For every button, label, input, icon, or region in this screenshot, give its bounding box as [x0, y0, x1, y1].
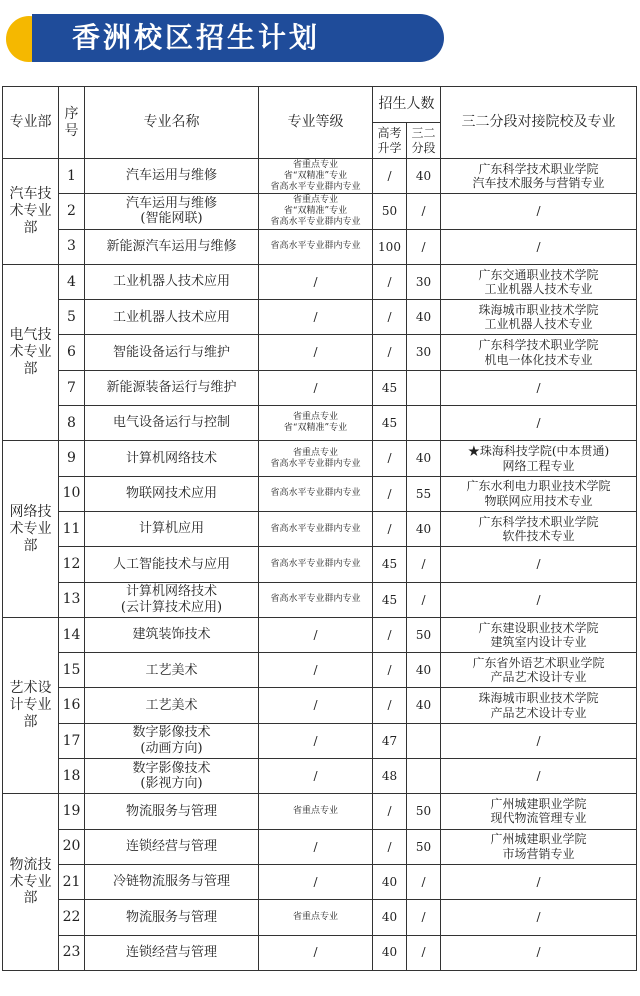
level-cell: [259, 159, 373, 194]
gaokao-cell: /: [373, 264, 407, 299]
header-bar: [0, 0, 640, 70]
dept-cell: 电气技术专业部: [3, 264, 59, 440]
sanerr-cell: 40: [407, 653, 441, 688]
sanerr-cell: [407, 759, 441, 794]
gaokao-cell: /: [373, 688, 407, 723]
sanerr-cell: 30: [407, 335, 441, 370]
cell-line: 广东科学技术职业学院: [478, 161, 599, 176]
seq-cell: 16: [59, 688, 85, 723]
gaokao-cell: /: [373, 335, 407, 370]
cell-line: 网络工程专业: [502, 458, 575, 473]
seq-cell: 5: [59, 300, 85, 335]
gaokao-cell: 100: [373, 229, 407, 264]
sanerr-cell: 50: [407, 794, 441, 829]
gaokao-cell: /: [373, 653, 407, 688]
level-cell: [259, 229, 373, 264]
table-row: [3, 759, 637, 794]
cell-line: 珠海城市职业技术学院: [478, 691, 599, 706]
cell-line: 建筑室内设计专业: [490, 635, 587, 649]
table-row: [3, 935, 637, 970]
cell-line: 物联网应用技术专业: [484, 493, 593, 508]
cell-line: 省“双精准”专业: [283, 170, 348, 181]
cell-line: /: [313, 839, 318, 854]
level-cell: [259, 547, 373, 582]
name-cell: [85, 759, 259, 794]
level-cell: [259, 194, 373, 229]
cell-line: /: [536, 945, 541, 960]
name-cell: [85, 335, 259, 370]
cell-line: (影视方向): [140, 776, 203, 792]
sanerr-cell: 40: [407, 511, 441, 546]
level-cell: [259, 829, 373, 864]
seq-cell: 14: [59, 617, 85, 652]
gaokao-cell: /: [373, 300, 407, 335]
seq-cell: 22: [59, 900, 85, 935]
table-row: [3, 159, 637, 194]
cell-line: 计算机网络技术: [125, 584, 217, 600]
cell-line: 计算机应用: [138, 521, 204, 537]
seq-cell: 6: [59, 335, 85, 370]
table-row: [3, 864, 637, 899]
seq-cell: 7: [59, 370, 85, 405]
level-cell: [259, 406, 373, 441]
cell-line: 广东水利电力职业技术学院: [466, 479, 611, 494]
cell-line: 建筑装饰技术: [132, 627, 211, 643]
partner-cell: [441, 229, 637, 264]
cell-line: /: [313, 698, 318, 713]
table-row: [3, 229, 637, 264]
cell-line: /: [536, 204, 541, 219]
seq-cell: 23: [59, 935, 85, 970]
gaokao-cell: 40: [373, 900, 407, 935]
level-cell: [259, 511, 373, 546]
cell-line: 连锁经营与管理: [125, 944, 217, 960]
sanerr-cell: 40: [407, 441, 441, 476]
name-cell: [85, 511, 259, 546]
name-cell: [85, 194, 259, 229]
seq-cell: 2: [59, 194, 85, 229]
sanerr-cell: 40: [407, 300, 441, 335]
partner-cell: [441, 582, 637, 617]
table-row: [3, 335, 637, 370]
cell-line: /: [313, 945, 318, 960]
cell-line: 软件技术专业: [502, 529, 575, 544]
seq-cell: 18: [59, 759, 85, 794]
seq-cell: 20: [59, 829, 85, 864]
sanerr-cell: [407, 406, 441, 441]
cell-line: 汽车技术服务与营销专业: [472, 176, 605, 191]
level-cell: [259, 476, 373, 511]
sanerr-cell: 30: [407, 264, 441, 299]
table-row: [3, 900, 637, 935]
name-cell: [85, 617, 259, 652]
cell-line: 省重点专业: [292, 412, 338, 423]
seq-cell: 10: [59, 476, 85, 511]
cell-line: /: [536, 239, 541, 254]
partner-cell: [441, 511, 637, 546]
level-cell: [259, 900, 373, 935]
cell-line: /: [313, 310, 318, 325]
cell-line: (云计算技术应用): [120, 599, 223, 615]
cell-line: 数字影像技术: [132, 760, 211, 776]
name-cell: [85, 723, 259, 758]
cell-line: /: [313, 274, 318, 289]
partner-cell: [441, 370, 637, 405]
sanerr-cell: [407, 370, 441, 405]
cell-line: 省高水平专业群内专业: [270, 216, 361, 227]
partner-cell: [441, 547, 637, 582]
partner-cell: [441, 900, 637, 935]
seq-cell: 19: [59, 794, 85, 829]
name-cell: [85, 900, 259, 935]
cell-line: 省高水平专业群内专业: [270, 458, 361, 469]
level-cell: [259, 688, 373, 723]
cell-line: 省高水平专业群内专业: [270, 241, 361, 252]
cell-line: 工业机器人技术应用: [112, 309, 230, 325]
level-cell: [259, 370, 373, 405]
name-cell: [85, 159, 259, 194]
header-level: 专业等级: [259, 87, 373, 159]
seq-cell: 17: [59, 723, 85, 758]
name-cell: [85, 794, 259, 829]
level-cell: [259, 935, 373, 970]
level-cell: [259, 582, 373, 617]
table-row: [3, 723, 637, 758]
cell-line: /: [313, 380, 318, 395]
seq-cell: 3: [59, 229, 85, 264]
name-cell: [85, 229, 259, 264]
cell-line: 省重点专业: [292, 911, 338, 922]
cell-line: 广东交通职业技术学院: [478, 267, 599, 282]
cell-line: 省重点专业: [292, 806, 338, 817]
sanerr-cell: [407, 723, 441, 758]
dept-cell: 物流技术专业部: [3, 794, 59, 970]
cell-line: 计算机网络技术: [125, 450, 217, 466]
seq-cell: 9: [59, 441, 85, 476]
cell-line: 工业机器人技术专业: [484, 317, 593, 332]
cell-line: /: [313, 733, 318, 748]
table-body: [3, 159, 637, 971]
partner-cell: [441, 406, 637, 441]
cell-line: 广州城建职业学院: [490, 797, 587, 812]
sanerr-cell: /: [407, 935, 441, 970]
cell-line: 连锁经营与管理: [125, 838, 217, 854]
sanerr-cell: 50: [407, 829, 441, 864]
cell-line: /: [536, 380, 541, 395]
cell-line: /: [313, 345, 318, 360]
cell-line: 物联网技术应用: [125, 486, 217, 502]
cell-line: 省高水平专业群内专业: [270, 559, 361, 570]
cell-line: (智能网联): [140, 211, 203, 227]
table-row: [3, 511, 637, 546]
cell-line: /: [536, 557, 541, 572]
cell-line: /: [313, 874, 318, 889]
name-cell: [85, 264, 259, 299]
partner-cell: [441, 829, 637, 864]
level-cell: [259, 300, 373, 335]
cell-line: 现代物流管理专业: [490, 811, 587, 826]
sanerr-cell: 55: [407, 476, 441, 511]
sanerr-cell: /: [407, 194, 441, 229]
name-cell: [85, 653, 259, 688]
name-cell: [85, 406, 259, 441]
name-cell: [85, 935, 259, 970]
gaokao-cell: 45: [373, 406, 407, 441]
sanerr-cell: 50: [407, 617, 441, 652]
name-cell: [85, 476, 259, 511]
partner-cell: [441, 759, 637, 794]
level-cell: [259, 794, 373, 829]
cell-line: 数字影像技术: [132, 725, 211, 741]
name-cell: [85, 582, 259, 617]
partner-cell: [441, 194, 637, 229]
cell-line: 省重点专业: [292, 159, 338, 170]
sanerr-cell: /: [407, 547, 441, 582]
level-cell: [259, 264, 373, 299]
seq-cell: 4: [59, 264, 85, 299]
cell-line: 新能源装备运行与维护: [106, 380, 237, 396]
cell-line: 冷链物流服务与管理: [112, 874, 230, 890]
cell-line: 电气设备运行与控制: [112, 415, 230, 431]
level-cell: [259, 723, 373, 758]
cell-line: 汽车运用与维修: [125, 168, 217, 184]
cell-line: 产品艺术设计专业: [490, 705, 587, 720]
partner-cell: [441, 864, 637, 899]
cell-line: /: [536, 910, 541, 925]
cell-line: 机电一体化技术专业: [484, 352, 593, 367]
cell-line: /: [536, 416, 541, 431]
partner-cell: [441, 794, 637, 829]
seq-cell: 8: [59, 406, 85, 441]
cell-line: 省高水平专业群内专业: [270, 181, 361, 192]
cell-line: /: [536, 769, 541, 783]
table-row: [3, 194, 637, 229]
cell-line: 物流服务与管理: [125, 803, 217, 819]
table-row: [3, 300, 637, 335]
cell-line: 省“双精准”专业: [283, 206, 348, 217]
gaokao-cell: /: [373, 829, 407, 864]
gaokao-cell: /: [373, 794, 407, 829]
cell-line: 广东科学技术职业学院: [478, 514, 599, 529]
table-row: [3, 794, 637, 829]
cell-line: 产品艺术设计专业: [490, 670, 587, 685]
cell-line: 广东科学技术职业学院: [478, 338, 599, 353]
seq-cell: 15: [59, 653, 85, 688]
cell-line: 物流服务与管理: [125, 909, 217, 925]
partner-cell: [441, 653, 637, 688]
header-name: 专业名称: [85, 87, 259, 159]
table-row: [3, 476, 637, 511]
page-title: 香洲校区招生计划: [72, 21, 321, 54]
header-gaokao: 高考升学: [373, 123, 407, 159]
gaokao-cell: /: [373, 441, 407, 476]
table-row: [3, 370, 637, 405]
level-cell: [259, 864, 373, 899]
cell-line: 广东建设职业技术学院: [478, 620, 599, 635]
cell-line: 智能设备运行与维护: [112, 344, 230, 360]
cell-line: 省重点专业: [292, 447, 338, 458]
gaokao-cell: 45: [373, 370, 407, 405]
partner-cell: [441, 441, 637, 476]
name-cell: [85, 547, 259, 582]
cell-line: 广东省外语艺术职业学院: [472, 655, 605, 670]
cell-line: 工艺美术: [145, 662, 198, 678]
seq-cell: 12: [59, 547, 85, 582]
cell-line: 珠海城市职业技术学院: [478, 302, 599, 317]
enrollment-table: [2, 86, 637, 971]
table-row: [3, 829, 637, 864]
partner-cell: [441, 723, 637, 758]
gaokao-cell: /: [373, 476, 407, 511]
cell-line: /: [313, 769, 318, 783]
gaokao-cell: /: [373, 159, 407, 194]
table-row: [3, 547, 637, 582]
partner-cell: [441, 264, 637, 299]
cell-line: /: [313, 663, 318, 678]
name-cell: [85, 864, 259, 899]
name-cell: [85, 441, 259, 476]
table-row: [3, 441, 637, 476]
header-dept: 专业部: [3, 87, 59, 159]
seq-cell: 13: [59, 582, 85, 617]
header-enroll: 招生人数: [373, 87, 441, 123]
dept-cell: 艺术设计专业部: [3, 617, 59, 793]
gaokao-cell: 45: [373, 582, 407, 617]
level-cell: [259, 759, 373, 794]
cell-line: 新能源汽车运用与维修: [106, 238, 237, 254]
sanerr-cell: 40: [407, 159, 441, 194]
name-cell: [85, 370, 259, 405]
seq-cell: 11: [59, 511, 85, 546]
name-cell: [85, 829, 259, 864]
seq-cell: 1: [59, 159, 85, 194]
gaokao-cell: 45: [373, 547, 407, 582]
cell-line: ★珠海科技学院(中本贯通): [467, 444, 610, 459]
cell-line: 省“双精准”专业: [283, 423, 348, 434]
dept-cell: 汽车技术专业部: [3, 159, 59, 265]
level-cell: [259, 335, 373, 370]
cell-line: (动画方向): [140, 740, 203, 756]
cell-line: 汽车运用与维修: [125, 195, 217, 211]
cell-line: 工业机器人技术应用: [112, 274, 230, 290]
partner-cell: [441, 935, 637, 970]
table-row: [3, 582, 637, 617]
level-cell: [259, 441, 373, 476]
sanerr-cell: /: [407, 582, 441, 617]
gaokao-cell: /: [373, 617, 407, 652]
level-cell: [259, 653, 373, 688]
sanerr-cell: /: [407, 864, 441, 899]
cell-line: 工业机器人技术专业: [484, 282, 593, 297]
gaokao-cell: 47: [373, 723, 407, 758]
partner-cell: [441, 688, 637, 723]
cell-line: /: [536, 874, 541, 889]
cell-line: 省高水平专业群内专业: [270, 523, 361, 534]
table-row: [3, 688, 637, 723]
cell-line: 省高水平专业群内专业: [270, 594, 361, 605]
cell-line: /: [313, 627, 318, 642]
cell-line: /: [536, 592, 541, 607]
gaokao-cell: 40: [373, 935, 407, 970]
partner-cell: [441, 300, 637, 335]
partner-cell: [441, 476, 637, 511]
dept-cell: 网络技术专业部: [3, 441, 59, 617]
sanerr-cell: 40: [407, 688, 441, 723]
table-row: [3, 653, 637, 688]
sanerr-cell: /: [407, 229, 441, 264]
cell-line: /: [536, 733, 541, 748]
gaokao-cell: 40: [373, 864, 407, 899]
sanerr-cell: /: [407, 900, 441, 935]
partner-cell: [441, 617, 637, 652]
table-row: [3, 406, 637, 441]
gaokao-cell: /: [373, 511, 407, 546]
gaokao-cell: 48: [373, 759, 407, 794]
cell-line: 省高水平专业群内专业: [270, 488, 361, 499]
header-sanerr: 三二分段: [407, 123, 441, 159]
name-cell: [85, 300, 259, 335]
seq-cell: 21: [59, 864, 85, 899]
cell-line: 人工智能技术与应用: [112, 556, 230, 572]
header-partner: 三二分段对接院校及专业: [441, 87, 637, 159]
cell-line: 市场营销专业: [502, 846, 575, 861]
header-seq: 序号: [59, 87, 85, 159]
cell-line: 省重点专业: [292, 195, 338, 206]
partner-cell: [441, 335, 637, 370]
table-row: [3, 264, 637, 299]
name-cell: [85, 688, 259, 723]
partner-cell: [441, 159, 637, 194]
cell-line: 工艺美术: [145, 697, 198, 713]
table-row: [3, 617, 637, 652]
cell-line: 广州城建职业学院: [490, 832, 587, 847]
level-cell: [259, 617, 373, 652]
gaokao-cell: 50: [373, 194, 407, 229]
